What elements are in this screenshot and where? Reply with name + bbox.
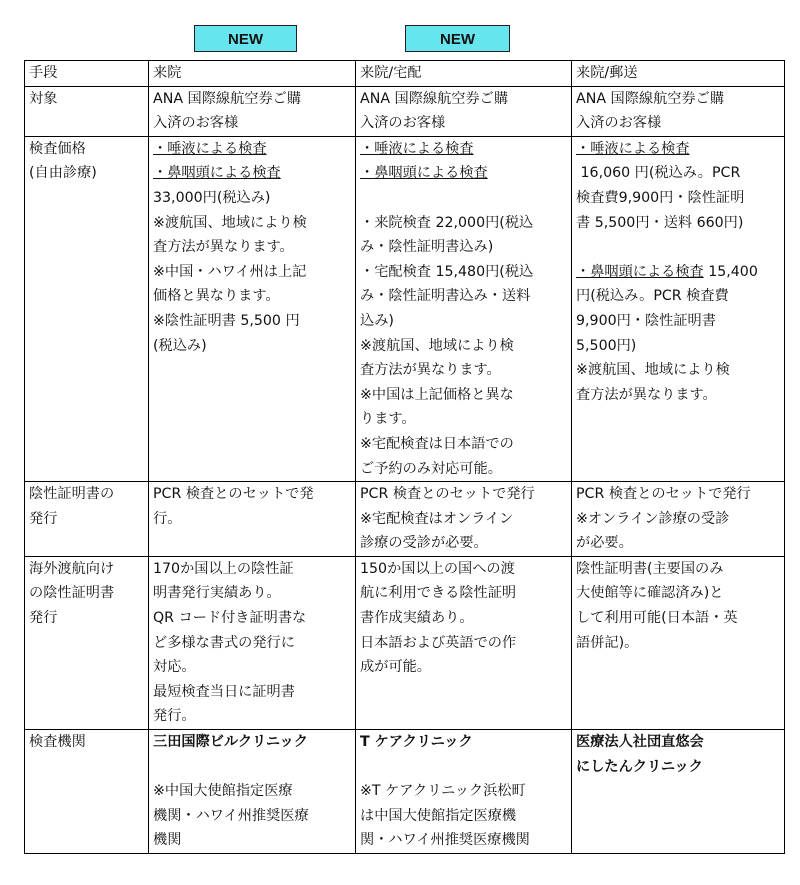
text-line: 5,500円) — [576, 337, 637, 354]
text-line: み・陰性証明書込み・送料 — [360, 288, 531, 305]
text-line — [576, 260, 780, 285]
text-line: ※渡航国、地域により検 — [360, 337, 514, 354]
text-line: 機関 — [153, 832, 182, 849]
inline-text: 15,400 — [703, 263, 758, 280]
overseas-visit-delivery — [356, 556, 572, 729]
price-visit-mail — [572, 136, 785, 481]
text-line: 行。 — [153, 510, 182, 527]
text-line: 査方法が異なります。 — [153, 239, 294, 256]
text-line: ※渡航国、地域により検 — [576, 362, 730, 379]
price-visit-delivery — [356, 136, 572, 481]
text-line: ※オンライン診療の受診 — [576, 510, 730, 527]
text-line: 33,000円(税込み) — [153, 189, 271, 206]
text-line: (税込み) — [153, 337, 207, 354]
text-line: ※渡航国、地域により検 — [153, 214, 307, 231]
text-line: の陰性証明書 — [29, 585, 115, 602]
underlined-text: ・鼻咽頭による検査 — [576, 263, 704, 280]
text-line: ・唾液による検査 — [576, 140, 690, 157]
text-line: 最短検査当日に証明書 — [153, 683, 295, 700]
text-line: ・鼻咽頭による検査 — [153, 165, 281, 182]
text-line: ・唾液による検査 — [153, 140, 267, 157]
text-line: PCR 検査とのセットで発 — [153, 486, 314, 503]
text-line: PCR 検査とのセットで発行 — [360, 486, 535, 503]
cert-visit — [149, 482, 356, 557]
clinic-name: 医療法人社団直悠会 — [576, 734, 704, 751]
text-line: ANA 国際線航空券ご購 — [153, 90, 302, 107]
text-line: ど多様な書式の発行に — [153, 634, 295, 651]
text-line: 検査価格 — [29, 140, 86, 157]
text-line: 170か国以上の陰性証 — [153, 560, 294, 577]
price-visit — [149, 136, 356, 481]
text-line: 書作成実績あり。 — [360, 610, 474, 627]
target-visit-delivery — [356, 86, 572, 136]
label-facility: 検査機関 — [25, 730, 149, 854]
text-line: 語併記)。 — [576, 634, 639, 651]
header-visit-delivery: 来院/宅配 — [356, 61, 572, 87]
new-badge-1: NEW — [194, 25, 297, 52]
text-line: 入済のお客様 — [153, 115, 239, 132]
header-visit: 来院 — [149, 61, 356, 87]
text-line: QR コード付き証明書な — [153, 610, 307, 627]
text-line: ・唾液による検査 — [360, 140, 474, 157]
row-target — [25, 86, 785, 136]
text-line: 成が可能。 — [360, 659, 431, 676]
text-line: ※陰性証明書 5,500 円 — [153, 312, 300, 329]
row-overseas — [25, 556, 785, 729]
text-line: 航に利用できる陰性証明 — [360, 585, 517, 602]
text-line: ※中国は上記価格と異な — [360, 386, 514, 403]
text-line: ・宅配検査 15,480円(税込 — [360, 263, 534, 280]
text-line: 関・ハワイ州推奨医療機関 — [360, 832, 530, 849]
overseas-visit-mail — [572, 556, 785, 729]
text-line: (自由診療) — [29, 165, 97, 182]
text-line: ※中国・ハワイ州は上記 — [153, 263, 307, 280]
row-facility — [25, 730, 785, 854]
text-line: 入済のお客様 — [360, 115, 446, 132]
target-visit-mail — [572, 86, 785, 136]
text-line: 円(税込み。PCR 検査費 — [576, 288, 729, 305]
text-line: 発行 — [29, 610, 58, 627]
header-row — [25, 61, 785, 87]
text-line: 入済のお客様 — [576, 115, 662, 132]
clinic-name: にしたんクリニック — [576, 758, 703, 775]
text-line: 海外渡航向け — [29, 560, 115, 577]
clinic-name: 三田国際ビルクリニック — [153, 734, 308, 751]
label-overseas — [25, 556, 149, 729]
comparison-table — [24, 60, 785, 854]
overseas-visit — [149, 556, 356, 729]
text-line: 発行 — [29, 510, 58, 527]
text-line: 査方法が異なります。 — [360, 362, 501, 379]
facility-visit-delivery — [356, 730, 572, 854]
label-target: 対象 — [25, 86, 149, 136]
text-line: 9,900円・陰性証明書 — [576, 312, 716, 329]
text-line: 陰性証明書(主要国のみ — [576, 560, 724, 577]
text-line: が必要。 — [576, 535, 633, 552]
text-line: 大使館等に確認済み)と — [576, 585, 724, 602]
text-line: 査方法が異なります。 — [576, 386, 717, 403]
cert-visit-mail — [572, 482, 785, 557]
text-line: 16,060 円(税込み。PCR — [576, 165, 741, 182]
text-line: PCR 検査とのセットで発行 — [576, 486, 751, 503]
cert-visit-delivery — [356, 482, 572, 557]
text-line: ります。 — [360, 411, 416, 428]
header-method: 手段 — [25, 61, 149, 87]
text-line: 陰性証明書の — [29, 486, 115, 503]
text-line: 込み) — [360, 312, 394, 329]
spacer — [576, 235, 780, 260]
label-cert — [25, 482, 149, 557]
text-line: ※宅配検査は日本語での — [360, 435, 514, 452]
text-line: ANA 国際線航空券ご購 — [576, 90, 725, 107]
text-line: 診療の受診が必要。 — [360, 535, 488, 552]
text-line: は中国大使館指定医療機 — [360, 807, 517, 824]
text-line: 書 5,500円・送料 660円) — [576, 214, 744, 231]
target-visit — [149, 86, 356, 136]
text-line: ・来院検査 22,000円(税込 — [360, 214, 534, 231]
text-line: 対応。 — [153, 659, 196, 676]
header-visit-mail: 来院/郵送 — [572, 61, 785, 87]
text-line: して利用可能(日本語・英 — [576, 610, 738, 627]
text-line: ・鼻咽頭による検査 — [360, 165, 488, 182]
text-line: 価格と異なります。 — [153, 288, 280, 305]
row-cert — [25, 482, 785, 557]
text-line: ご予約のみ対応可能。 — [360, 460, 502, 477]
text-line: ※宅配検査はオンライン — [360, 510, 514, 527]
spacer — [360, 186, 567, 211]
label-price — [25, 136, 149, 481]
facility-visit — [149, 730, 356, 854]
text-line: ※中国大使館指定医療 — [153, 783, 293, 800]
spacer — [360, 755, 567, 780]
text-line: み・陰性証明書込み) — [360, 239, 494, 256]
text-line: ※T ケアクリニック浜松町 — [360, 783, 526, 800]
text-line: 明書発行実績あり。 — [153, 585, 281, 602]
new-badge-2: NEW — [405, 25, 510, 52]
text-line: 機関・ハワイ州推奨医療 — [153, 807, 309, 824]
clinic-name: T ケアクリニック — [360, 734, 473, 751]
text-line: 発行。 — [153, 708, 196, 725]
facility-visit-mail — [572, 730, 785, 854]
spacer — [153, 755, 351, 780]
text-line: 検査費9,900円・陰性証明 — [576, 189, 745, 206]
row-price — [25, 136, 785, 481]
text-line: 日本語および英語での作 — [360, 634, 517, 651]
text-line: ANA 国際線航空券ご購 — [360, 90, 509, 107]
text-line: 150か国以上の国への渡 — [360, 560, 515, 577]
